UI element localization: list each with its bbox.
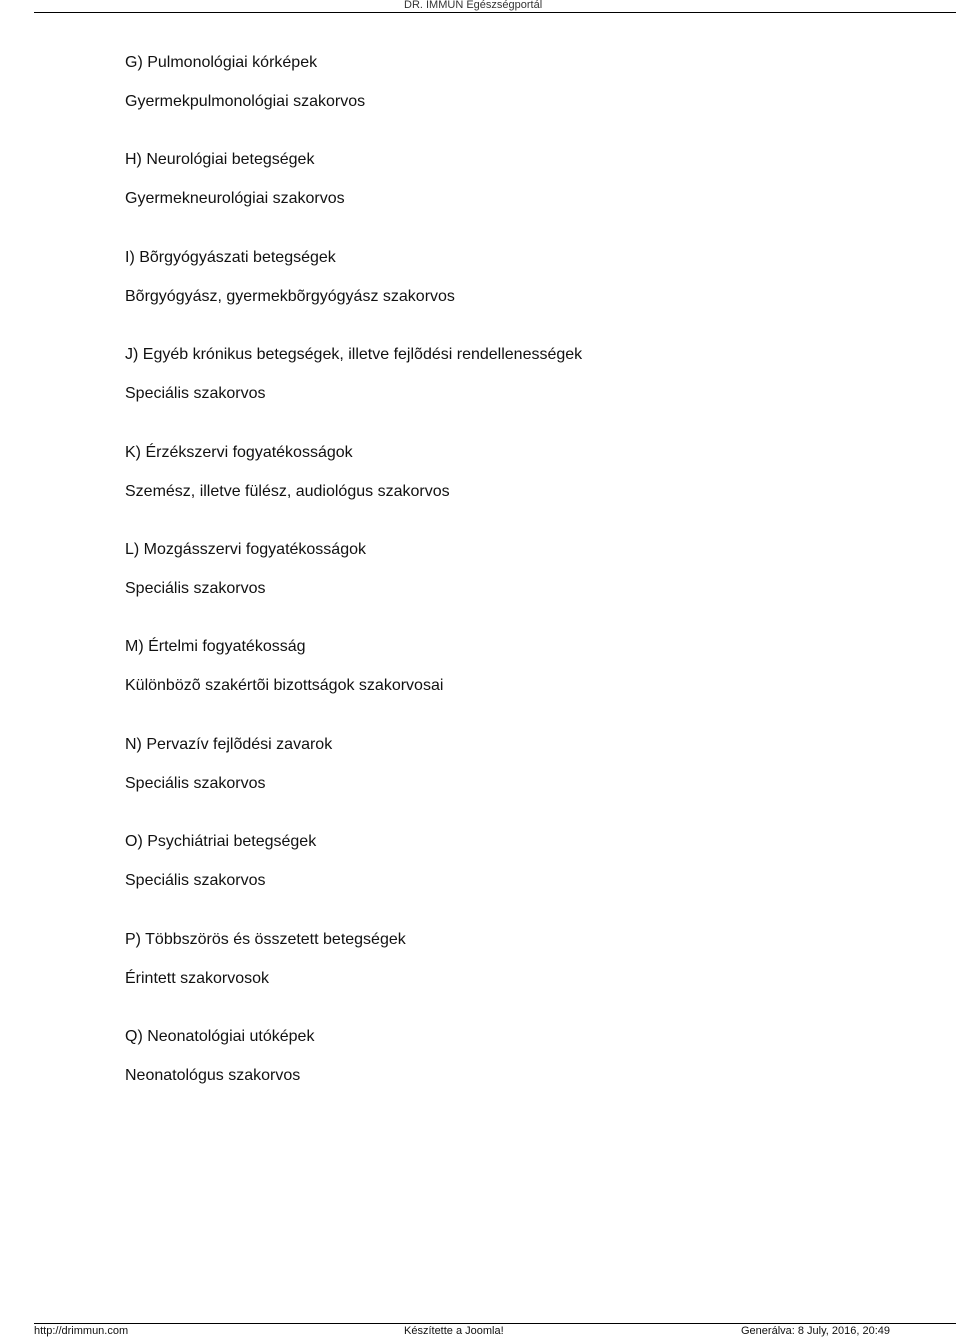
specialist-text: Speciális szakorvos — [125, 579, 266, 597]
list-item — [125, 248, 925, 345]
specialist-text: Gyermekneurológiai szakorvos — [125, 190, 345, 208]
footer-divider — [34, 1323, 956, 1324]
header-divider — [34, 12, 956, 13]
page-header-title: DR. IMMUN Egészségportál — [404, 0, 543, 11]
specialist-text: Gyermekpulmonológiai szakorvos — [125, 93, 366, 110]
specialist-text: Speciális szakorvos — [125, 774, 266, 792]
specialist-text: Különbözõ szakértõi bizottságok szakorvosai — [125, 677, 444, 695]
specialist-text: Bõrgyógyász, gyermekbõrgyógyász szakorvos — [125, 287, 455, 305]
condition-heading: O) Psychiátriai betegségek — [125, 833, 317, 851]
list-item — [125, 832, 925, 929]
specialist-text: Érintett szakorvosok — [125, 969, 270, 987]
condition-list — [125, 53, 925, 1124]
condition-heading: G) Pulmonológiai kórképek — [125, 54, 318, 71]
condition-heading: K) Érzékszervi fogyatékosságok — [125, 443, 353, 461]
condition-heading: J) Egyéb krónikus betegségek, illetve fejlõdési rendellenességek — [125, 346, 583, 364]
list-item — [125, 53, 925, 150]
list-item — [125, 540, 925, 637]
list-item — [125, 150, 925, 247]
condition-heading: N) Pervazív fejlõdési zavarok — [125, 735, 333, 753]
footer-generated-timestamp: Generálva: 8 July, 2016, 20:49 — [741, 1325, 891, 1337]
footer-made-with: Készítette a Joomla! — [404, 1325, 504, 1337]
footer-url-link[interactable]: http://drimmun.com — [34, 1325, 129, 1337]
condition-heading: H) Neurológiai betegségek — [125, 151, 315, 169]
list-item — [125, 345, 925, 442]
condition-heading: L) Mozgásszervi fogyatékosságok — [125, 540, 366, 558]
specialist-text: Neonatológus szakorvos — [125, 1066, 301, 1084]
list-item — [125, 1027, 925, 1124]
condition-heading: M) Értelmi fogyatékosság — [125, 638, 306, 656]
list-item — [125, 930, 925, 1027]
list-item — [125, 443, 925, 540]
specialist-text: Szemész, illetve fülész, audiológus szakorvos — [125, 482, 450, 500]
condition-heading: Q) Neonatológiai utóképek — [125, 1027, 315, 1045]
condition-heading: P) Többszörös és összetett betegségek — [125, 930, 406, 948]
list-item — [125, 637, 925, 734]
list-item — [125, 735, 925, 832]
specialist-text: Speciális szakorvos — [125, 872, 266, 890]
condition-heading: I) Bõrgyógyászati betegségek — [125, 248, 336, 266]
specialist-text: Speciális szakorvos — [125, 385, 266, 403]
